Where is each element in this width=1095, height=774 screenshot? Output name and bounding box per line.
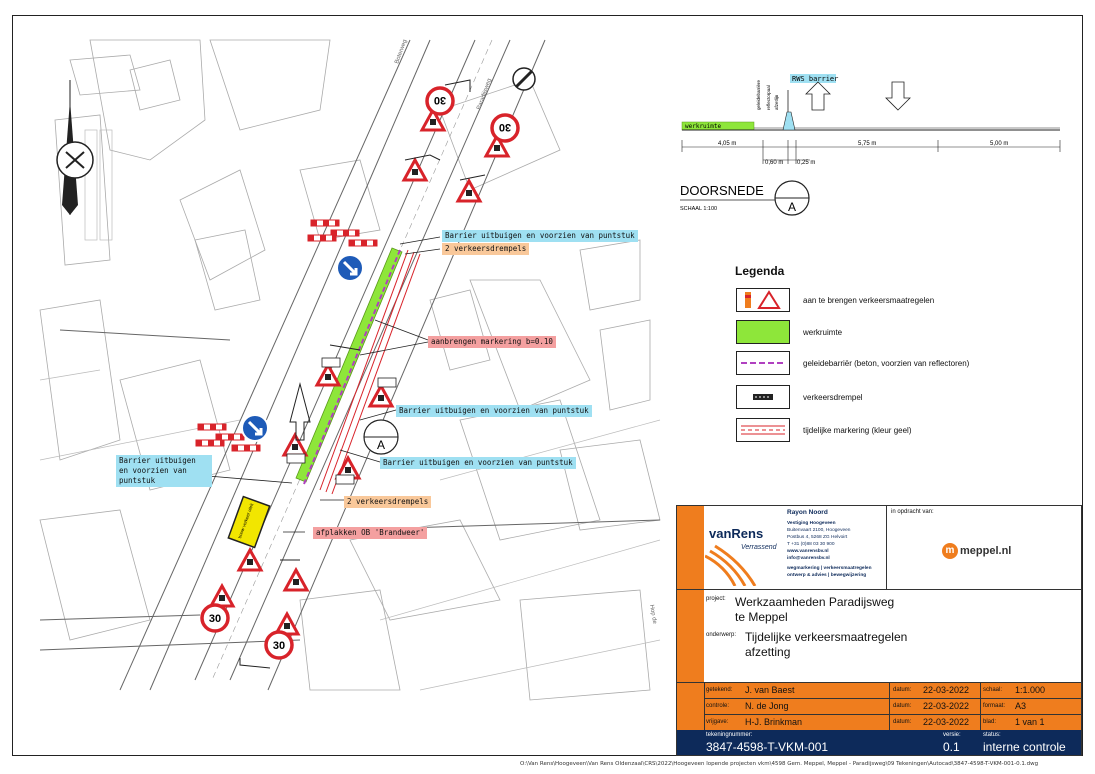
legend-item-drempel: verkeersdrempel [803, 393, 863, 402]
subject-line-1: Tijdelijke verkeersmaatregelen [745, 630, 908, 644]
info-row-2: controle: N. de Jong datum: 22-03-2022 formaat: A3 [706, 701, 1027, 711]
legend-symbol-werkruimte [736, 320, 790, 344]
section-marker-map [364, 420, 398, 454]
svg-text:30: 30 [433, 94, 447, 106]
info-sign [228, 497, 269, 548]
svg-text:reflectorpaal: reflectorpaal [766, 85, 771, 110]
annotation-drempels-2: 2 verkeersdrempels [344, 496, 431, 508]
drawing-number: 3847-4598-T-VKM-001 [706, 740, 829, 754]
orange-strip [677, 506, 704, 589]
annotation-drempels-1: 2 verkeersdrempels [442, 243, 529, 255]
legend-item-measures: aan te brengen verkeersmaatregelen [803, 296, 935, 305]
title-block [676, 505, 1082, 756]
speed-sign-2 [492, 115, 518, 141]
svg-text:RWS barrier: RWS barrier [792, 75, 839, 83]
svg-text:bouw verkeer uitrit: bouw verkeer uitrit [237, 502, 255, 539]
legend-item-barrier: geleidebarriër (beton, voorzien van reflectoren) [803, 359, 970, 368]
annotation-brandweer: afplakken OB 'Brandweer' [313, 527, 427, 539]
cross-section [670, 60, 1080, 230]
annotation-barrier-1: Barrier uitbuigen en voorzien van puntstuk [442, 230, 638, 242]
company-logo: vanRens [709, 526, 764, 541]
svg-text:Paradijsweg: Paradijsweg [476, 77, 494, 111]
legend-item-markering: tijdelijke markering (kleur geel) [803, 426, 912, 435]
info-row-3: vrijgave: H-J. Brinkman datum: 22-03-2022 blad: 1 van 1 [706, 717, 1045, 727]
info-row-1: getekend: J. van Baest datum: 22-03-2022 schaal: 1:1.000 [706, 685, 1046, 695]
rayon: Rayon Noord [787, 509, 828, 516]
project-line-2: te Meppel [735, 610, 788, 624]
annotation-barrier-2: Barrier uitbuigen en voorzien van puntstuk [396, 405, 592, 417]
annotation-barrier-3: Barrier uitbuigen en voorzien van puntstuk [380, 457, 576, 469]
legend-item-werkruimte: werkruimte [803, 328, 843, 337]
svg-text:Hop de: Hop de [648, 604, 658, 625]
svg-text:werkruimte: werkruimte [685, 123, 722, 130]
annotation-markering: aanbrengen markering b=0.10 [428, 336, 556, 348]
svg-text:5,00 m: 5,00 m [990, 141, 1009, 147]
north-arrow [57, 80, 93, 215]
legend-title: Legenda [735, 264, 785, 278]
client-name: meppel.nl [960, 545, 1012, 557]
speed-sign-4 [266, 632, 292, 658]
legend-symbol-drempel [736, 385, 790, 409]
project-line-1: Werkzaamheden Paradijsweg [735, 595, 895, 609]
legend-symbol-markering [736, 418, 790, 442]
svg-text:SCHAAL 1:100: SCHAAL 1:100 [680, 206, 718, 212]
svg-text:30: 30 [272, 640, 286, 652]
svg-text:30: 30 [208, 613, 222, 625]
company-slogan: Verrassend [741, 544, 777, 551]
svg-text:A: A [376, 438, 386, 452]
svg-text:A: A [787, 200, 797, 214]
svg-text:5,75 m: 5,75 m [858, 141, 877, 147]
annotation-barrier-4: Barrier uitbuigen en voorzien van puntstuk [116, 455, 212, 487]
speed-sign-1 [427, 88, 453, 114]
svg-text:30: 30 [498, 121, 512, 133]
svg-text:DOORSNEDE: DOORSNEDE [680, 183, 764, 198]
drawing-number-bar: tekeningnummer: 3847-4598-T-VKM-001 versie: 0.1 status: interne controle [677, 730, 1081, 755]
svg-text:geleidebarrière: geleidebarrière [756, 79, 761, 110]
legend-symbol-measures [736, 288, 790, 312]
svg-text:0,25 m: 0,25 m [797, 160, 816, 166]
client-logo-icon: m [942, 543, 958, 559]
svg-text:0,60 m: 0,60 m [765, 160, 784, 166]
version: 0.1 [943, 740, 960, 754]
legend-symbol-barrier [736, 351, 790, 375]
project-label: project: [706, 596, 726, 602]
speed-sign-3 [202, 605, 228, 631]
file-path: O:\Van Rens\Hoogeveen\Van Rens Oldenzaal\CRS\2022\Hoogeveen lopende projecten vkm\4598 Gem. Meppel, Meppel - Paradijsweg\09 Tekeningen\Autocad\3847-4598-T-VKM-001-0.1.dwg [520, 761, 1039, 767]
subject-label: onderwerp: [706, 632, 737, 638]
svg-text:afzetlijn: afzetlijn [774, 94, 779, 110]
subject-line-2: afzetting [745, 645, 791, 659]
svg-text:Boterweg: Boterweg [394, 38, 409, 65]
svg-text:4,05 m: 4,05 m [718, 141, 737, 147]
status: interne controle [983, 740, 1066, 754]
address-block: Vestiging Hoogeveen Buitenvaart 2100, Hoogeveen Postbus 4, 5268 ZG Helvoirt T +31 (0)88 03 30 900 www.vanrensbv.nl info@vanrensbv.nl wegmarkering | verkeersmaatregelen ontwerp & advies | bewegwijzering [787, 521, 872, 578]
client-label: in opdracht van: [891, 509, 934, 515]
